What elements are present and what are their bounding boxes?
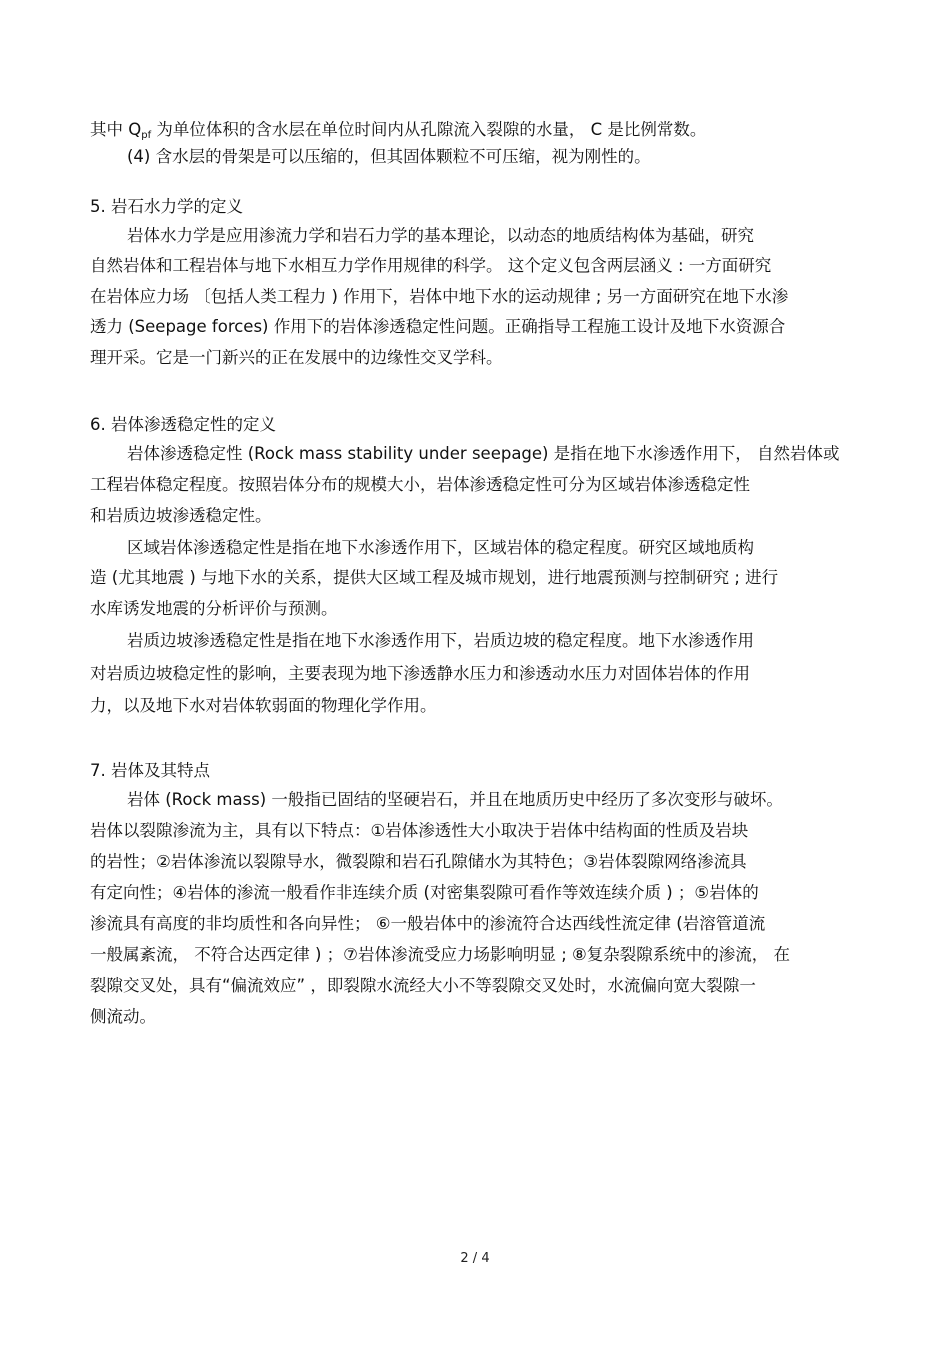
section-5-line: 理开采。它是一门新兴的正在发展中的边缘性交叉学科。	[90, 348, 503, 367]
page-number: 2 / 4	[460, 1251, 490, 1266]
section-5-line: 在岩体应力场 〔包括人类工程力 ) 作用下，岩体中地下水的运动规律 ; 另一方面研究在地下水渗	[90, 287, 789, 306]
section-6-p2-line: 造 (尤其地震 ) 与地下水的关系，提供大区域工程及城市规划，进行地震预测与控制研究 ; 进行	[90, 568, 779, 587]
section-5-line: 岩体水力学是应用渗流力学和岩石力学的基本理论，以动态的地质结构体为基础，研究	[127, 226, 754, 245]
section-7-line: 侧流动。	[90, 1007, 156, 1026]
intro-text-a: 其中 Q	[90, 120, 142, 139]
section-5-heading: 5. 岩石水力学的定义	[90, 197, 243, 216]
section-6-p1-line: 工程岩体稳定程度。按照岩体分布的规模大小，岩体渗透稳定性可分为区域岩体渗透稳定性	[90, 475, 750, 494]
intro-subscript: pf	[141, 130, 152, 141]
section-6-heading: 6. 岩体渗透稳定性的定义	[90, 415, 276, 434]
section-6-p2-line: 水库诱发地震的分析评价与预测。	[90, 599, 338, 618]
intro-line-1	[90, 119, 706, 147]
intro-line-2: (4) 含水层的骨架是可以压缩的，但其固体颗粒不可压缩，视为刚性的。	[127, 147, 651, 166]
section-7-line: 岩体 (Rock mass) 一般指已固结的坚硬岩石，并且在地质历史中经历了多次变形与破坏。	[127, 790, 783, 809]
section-6-p3-line: 岩质边坡渗透稳定性是指在地下水渗透作用下，岩质边坡的稳定程度。地下水渗透作用	[127, 631, 754, 650]
section-7-heading: 7. 岩体及其特点	[90, 761, 210, 780]
section-6-p2-line: 区域岩体渗透稳定性是指在地下水渗透作用下，区域岩体的稳定程度。研究区域地质构	[127, 538, 754, 557]
section-5-line: 透力 (Seepage forces) 作用下的岩体渗透稳定性问题。正确指导工程施工设计及地下水资源合	[90, 317, 786, 336]
section-6-p1-line: 岩体渗透稳定性 (Rock mass stability under seepage) 是指在地下水渗透作用下， 自然岩体或	[127, 444, 840, 463]
section-7-line: 岩体以裂隙渗流为主，具有以下特点：①岩体渗透性大小取决于岩体中结构面的性质及岩块	[90, 821, 749, 840]
section-6-p3-line: 力，以及地下水对岩体软弱面的物理化学作用。	[90, 696, 437, 715]
section-7-line: 裂隙交叉处，具有“偏流效应” ，即裂隙水流经大小不等裂隙交叉处时，水流偏向宽大裂隙一	[90, 976, 756, 995]
section-7-line: 有定向性；④岩体的渗流一般看作非连续介质 (对密集裂隙可看作等效连续介质 ) ；⑤岩体的	[90, 883, 759, 902]
section-7-line: 一般属紊流， 不符合达西定律 ) ；⑦岩体渗流受应力场影响明显 ; ⑧复杂裂隙系统中的渗流， 在	[90, 945, 791, 964]
intro-text-b: 为单位体积的含水层在单位时间内从孔隙流入裂隙的水量， C 是比例常数。	[151, 120, 707, 139]
section-5-line: 自然岩体和工程岩体与地下水相互力学作用规律的科学。 这个定义包含两层涵义 : 一方面研究	[90, 256, 772, 275]
section-6-p1-line: 和岩质边坡渗透稳定性。	[90, 506, 272, 525]
section-7-line: 渗流具有高度的非均质性和各向异性； ⑥一般岩体中的渗流符合达西线性流定律 (岩溶管道流	[90, 914, 766, 933]
section-6-p3-line: 对岩质边坡稳定性的影响，主要表现为地下渗透静水压力和渗透动水压力对固体岩体的作用	[90, 664, 750, 683]
section-7-line: 的岩性；②岩体渗流以裂隙导水，微裂隙和岩石孔隙储水为其特色；③岩体裂隙网络渗流具	[90, 852, 747, 871]
